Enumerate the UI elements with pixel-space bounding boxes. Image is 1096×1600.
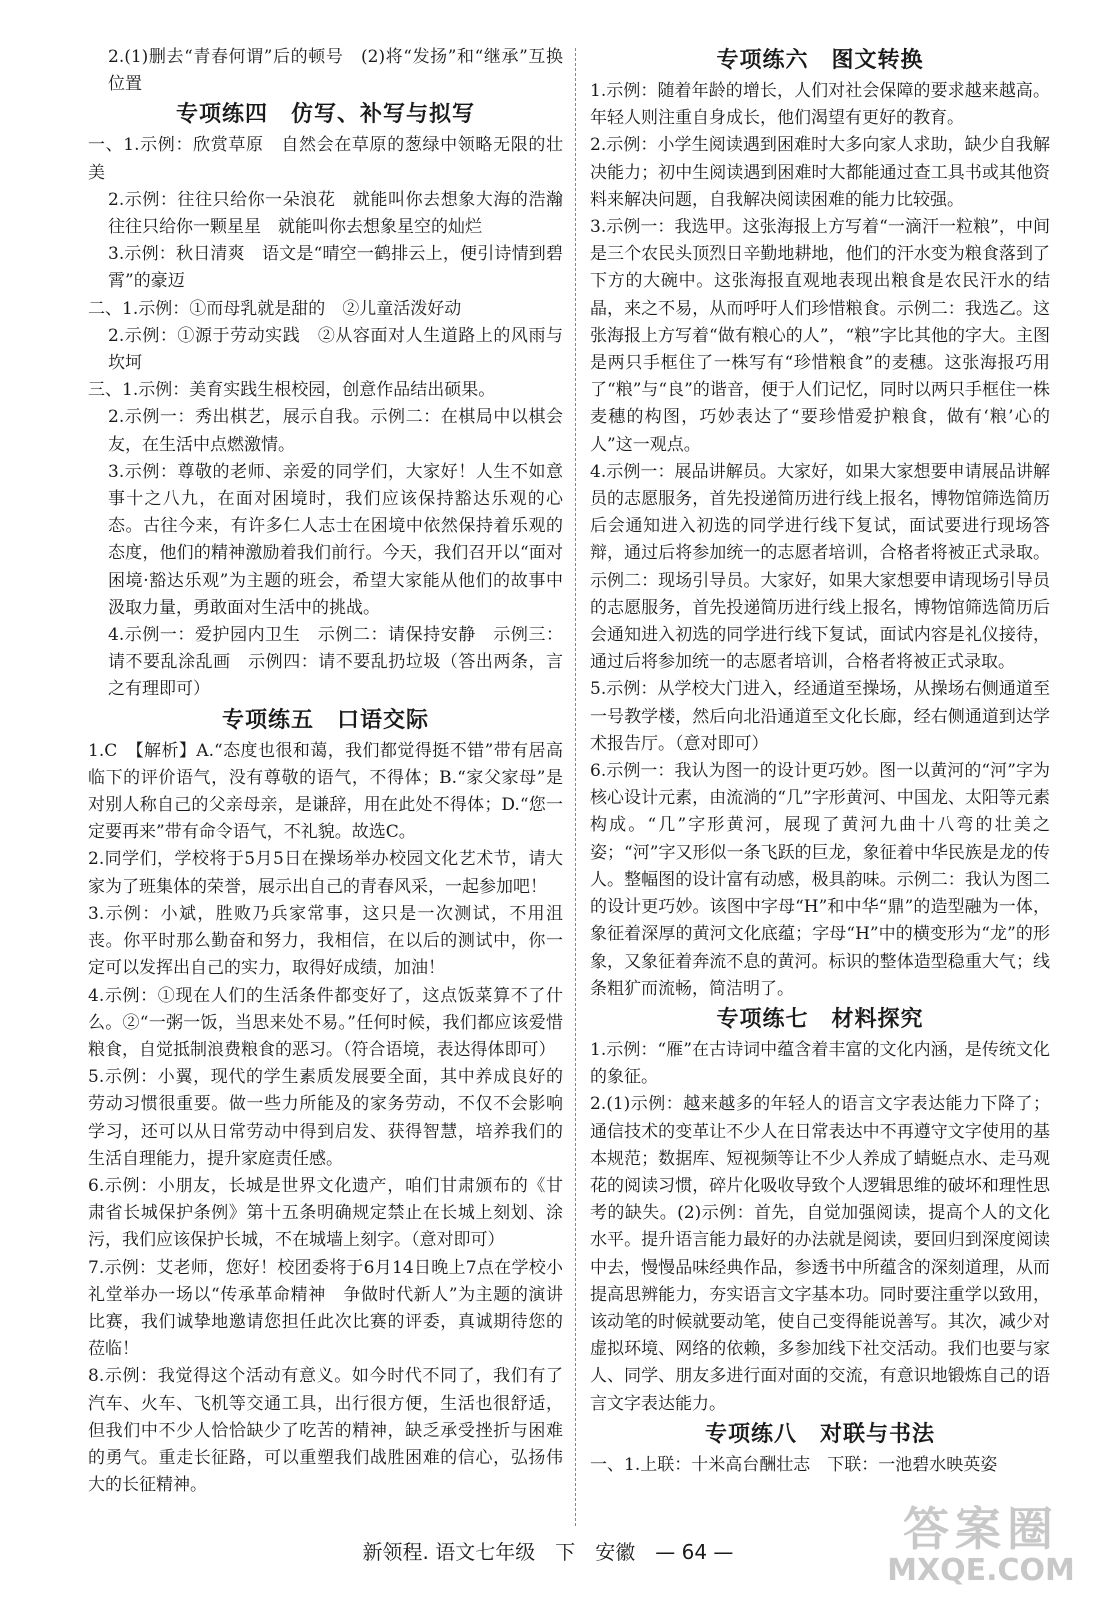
answer-paragraph: 三、1.示例：美育实践生根校园，创意作品结出硕果。: [88, 380, 496, 401]
answer-paragraph: 2.(1)示例：越来越多的年轻人的语言文字表达能力下降了；通信技术的变革让不少人在日常表达中不再遵守文字使用的基本规范；数据库、短视频等让不少人养成了蜻蜓点水、走马观花的阅读习惯，碎片化吸收导致个人逻辑思维的破坏和理性思考的缺失。(2)示例：首先，自觉加强阅读，提高个人的文化水平。提升语言能力最好的办法就是阅读，要回归到深度阅读中去，慢慢品味经典作品，参透书中所蕴含的深刻道理，从而提高思辨能力，夯实语言文字基本功。同时要注重学以致用，该动笔的时候就要动笔，使自己变得能说善写。其次，减少对虚拟环境、网络的依赖，多参加线下社交活动。我们也要与家人、同学、朋友多进行面对面的交流，有意识地锻炼自己的语言文字表达能力。: [590, 1094, 1050, 1414]
answer-paragraph: 2.示例：往往只给你一朵浪花 就能叫你去想象大海的浩瀚 往往只给你一颗星星 就能叫你去想象星空的灿烂: [108, 189, 580, 238]
answer-paragraph: 8.示例：我觉得这个活动有意义。如今时代不同了，我们有了汽车、火车、飞机等交通工具，出行很方便，生活也很舒适，但我们中不少人恰恰缺少了吃苦的精神，缺乏承受挫折与困难的勇气。重走长征路，可以重塑我们战胜困难的信心，弘扬伟大的长征精神。: [88, 1366, 563, 1496]
section-heading: 专项练七 材料探究: [716, 1006, 924, 1032]
page-footer: 新领程. 语文七年级 下 安徽 — 64 —: [362, 1540, 734, 1564]
answer-paragraph: 3.示例：尊敬的老师、亲爱的同学们，大家好！人生不如意事十之八九，在面对困境时，我们应该保持豁达乐观的心态。古往今来，有许多仁人志士在困境中依然保持着乐观的态度，他们的精神激励着我们前行。今天，我们召开以“面对困境·豁达乐观”为主题的班会，希望大家能从他们的故事中汲取力量，勇敢面对生活中的挑战。: [108, 461, 563, 618]
left-column: [88, 44, 580, 1499]
answer-paragraph: 一、1.上联：十米高台酬壮志 下联：一池碧水映英姿: [590, 1454, 998, 1475]
answer-paragraph: 3.示例：秋日清爽 语文是“晴空一鹤排云上，便引诗情到碧霄”的豪迈: [108, 244, 563, 292]
column-divider: [575, 48, 576, 1526]
answer-paragraph: 6.示例一：我认为图一的设计更巧妙。图一以黄河的“河”字为核心设计元素，由流淌的“几”字形黄河、中国龙、太阳等元素构成。“几”字形黄河，展现了黄河九曲十八弯的壮美之姿；“河”字又形似一条飞跃的巨龙，象征着中华民族是龙的传人。整幅图的设计富有动感，极具韵味。示例二：我认为图二的设计更巧妙。该图中字母“H”和中华“鼎”的造型融为一体，象征着深厚的黄河文化底蕴；字母“H”中的横变形为“龙”的形象，又象征着奔流不息的黄河。标识的整体造型稳重大气；线条粗犷而流畅，简洁明了。: [590, 761, 1050, 999]
section-heading: 专项练四 仿写、补写与拟写: [175, 102, 475, 128]
answer-paragraph: 1.示例：随着年龄的增长，人们对社会保障的要求越来越高。年轻人则注重自身成长，他们渴望有更好的教育。: [590, 81, 1050, 129]
section-heading: 专项练五 口语交际: [221, 707, 429, 733]
section-heading: 专项练八 对联与书法: [704, 1421, 935, 1447]
watermark-title: 答案圈: [903, 1502, 1059, 1556]
answer-paragraph: 1.C 【解析】A.“态度也很和蔼，我们都觉得挺不错”带有居高临下的评价语气，没有尊敬的语气，不得体；B.“家父家母”是对别人称自己的父亲母亲，是谦辞，用在此处不得体；D.“您一定要再来”带有命令语气，不礼貌。故选C。: [88, 740, 563, 843]
answer-paragraph: 6.示例：小朋友，长城是世界文化遗产，咱们甘肃颁布的《甘肃省长城保护条例》第十五条明确规定禁止在长城上刻划、涂污，我们应该保护长城，不在城墙上刻字。（意对即可）: [88, 1175, 563, 1251]
answer-paragraph: 4.示例：①现在人们的生活条件都变好了，这点饭菜算不了什么。②“一粥一饭，当思来处不易。”任何时候，我们都应该爱惜粮食，自觉抵制浪费粮食的恶习。（符合语境，表达得体即可）: [88, 985, 563, 1060]
answer-paragraph: 一、1.示例：欣赏草原 自然会在草原的葱绿中领略无限的壮美: [88, 135, 563, 183]
answer-paragraph: 7.示例：艾老师，您好！校团委将于6月14日晚上7点在学校小礼堂举办一场以“传承革命精神 争做时代新人”为主题的演讲比赛，我们诚挚地邀请您担任此次比赛的评委，真诚期待您的莅临！: [88, 1257, 563, 1360]
answer-paragraph: 2.示例：①源于劳动实践 ②从容面对人生道路上的风雨与坎坷: [108, 325, 563, 374]
answer-paragraph: 4.示例一：展品讲解员。大家好，如果大家想要申请展品讲解员的志愿服务，首先投递简历进行线上报名，博物馆筛选简历后会通知进入初选的同学进行线下复试，面试要进行现场答辩，通过后将参加统一的志愿者培训，合格者将被正式录取。示例二：现场引导员。大家好，如果大家想要申请现场引导员的志愿服务，首先投递简历进行线上报名，博物馆筛选简历后会通知进入初选的同学进行线下复试，面试内容是礼仪接待，通过后将参加统一的志愿者培训，合格者将被正式录取。: [590, 461, 1050, 673]
answer-paragraph: 1.示例：“雁”在古诗词中蕴含着丰富的文化内涵，是传统文化的象征。: [590, 1039, 1050, 1088]
watermark-url: MXQE.COM: [887, 1553, 1075, 1588]
answer-paragraph: 3.示例：小斌，胜败乃兵家常事，这只是一次测试，不用沮丧。你平时那么勤奋和努力，我相信，在以后的测试中，你一定可以发挥出自己的实力，取得好成绩，加油！: [88, 903, 563, 979]
answer-paragraph: 5.示例：从学校大门进入，经通道至操场，从操场右侧通道至一号教学楼，然后向北沿通道至文化长廊，经右侧通道到达学术报告厅。（意对即可）: [590, 679, 1050, 754]
answer-paragraph: 2.同学们，学校将于5月5日在操场举办校园文化艺术节，请大家为了班集体的荣誉，展示出自己的青春风采，一起参加吧！: [88, 849, 563, 897]
right-column: [590, 44, 1050, 1479]
answer-paragraph: 2.(1)删去“青春何谓”后的顿号 (2)将“发扬”和“继承”互换位置: [108, 47, 563, 95]
answer-paragraph: 2.示例：小学生阅读遇到困难时大多向家人求助，缺少自我解决能力；初中生阅读遇到困难时大都能通过查工具书或其他资料来解决问题，自我解决阅读困难的能力比较强。: [590, 135, 1050, 210]
section-heading: 专项练六 图文转换: [716, 48, 924, 73]
answer-paragraph: 5.示例：小翼，现代的学生素质发展要全面，其中养成良好的劳动习惯很重要。做一些力所能及的家务劳动，不仅不会影响学习，还可以从日常劳动中得到启发、获得智慧，培养我们的生活自理能力，提升家庭责任感。: [88, 1067, 563, 1169]
answer-paragraph: 4.示例一：爱护园内卫生 示例二：请保持安静 示例三：请不要乱涂乱画 示例四：请不要乱扔垃圾（答出两条，言之有理即可）: [108, 625, 563, 700]
watermark-logo: [886, 1504, 1076, 1594]
answer-paragraph: 2.示例一：秀出棋艺，展示自我。示例二：在棋局中以棋会友，在生活中点燃激情。: [108, 407, 563, 455]
answer-paragraph: 二、1.示例：①而母乳就是甜的 ②儿童活泼好动: [88, 298, 462, 319]
answer-paragraph: 3.示例一：我选甲。这张海报上方写着“一滴汗一粒粮”，中间是三个农民头顶烈日辛勤地耕地，他们的汗水变为粮食落到了下方的大碗中。这张海报直观地表现出粮食是农民汗水的结晶，来之不易，从而呼吁人们珍惜粮食。示例二：我选乙。这张海报上方写着“做有粮心的人”，“粮”字比其他的字大。主图是两只手框住了一株写有“珍惜粮食”的麦穗。这张海报巧用了“粮”与“良”的谐音，便于人们记忆，同时以两只手框住一株麦穗的构图，巧妙表达了“要珍惜爱护粮食，做有‘粮’心的人”这一观点。: [590, 217, 1050, 455]
